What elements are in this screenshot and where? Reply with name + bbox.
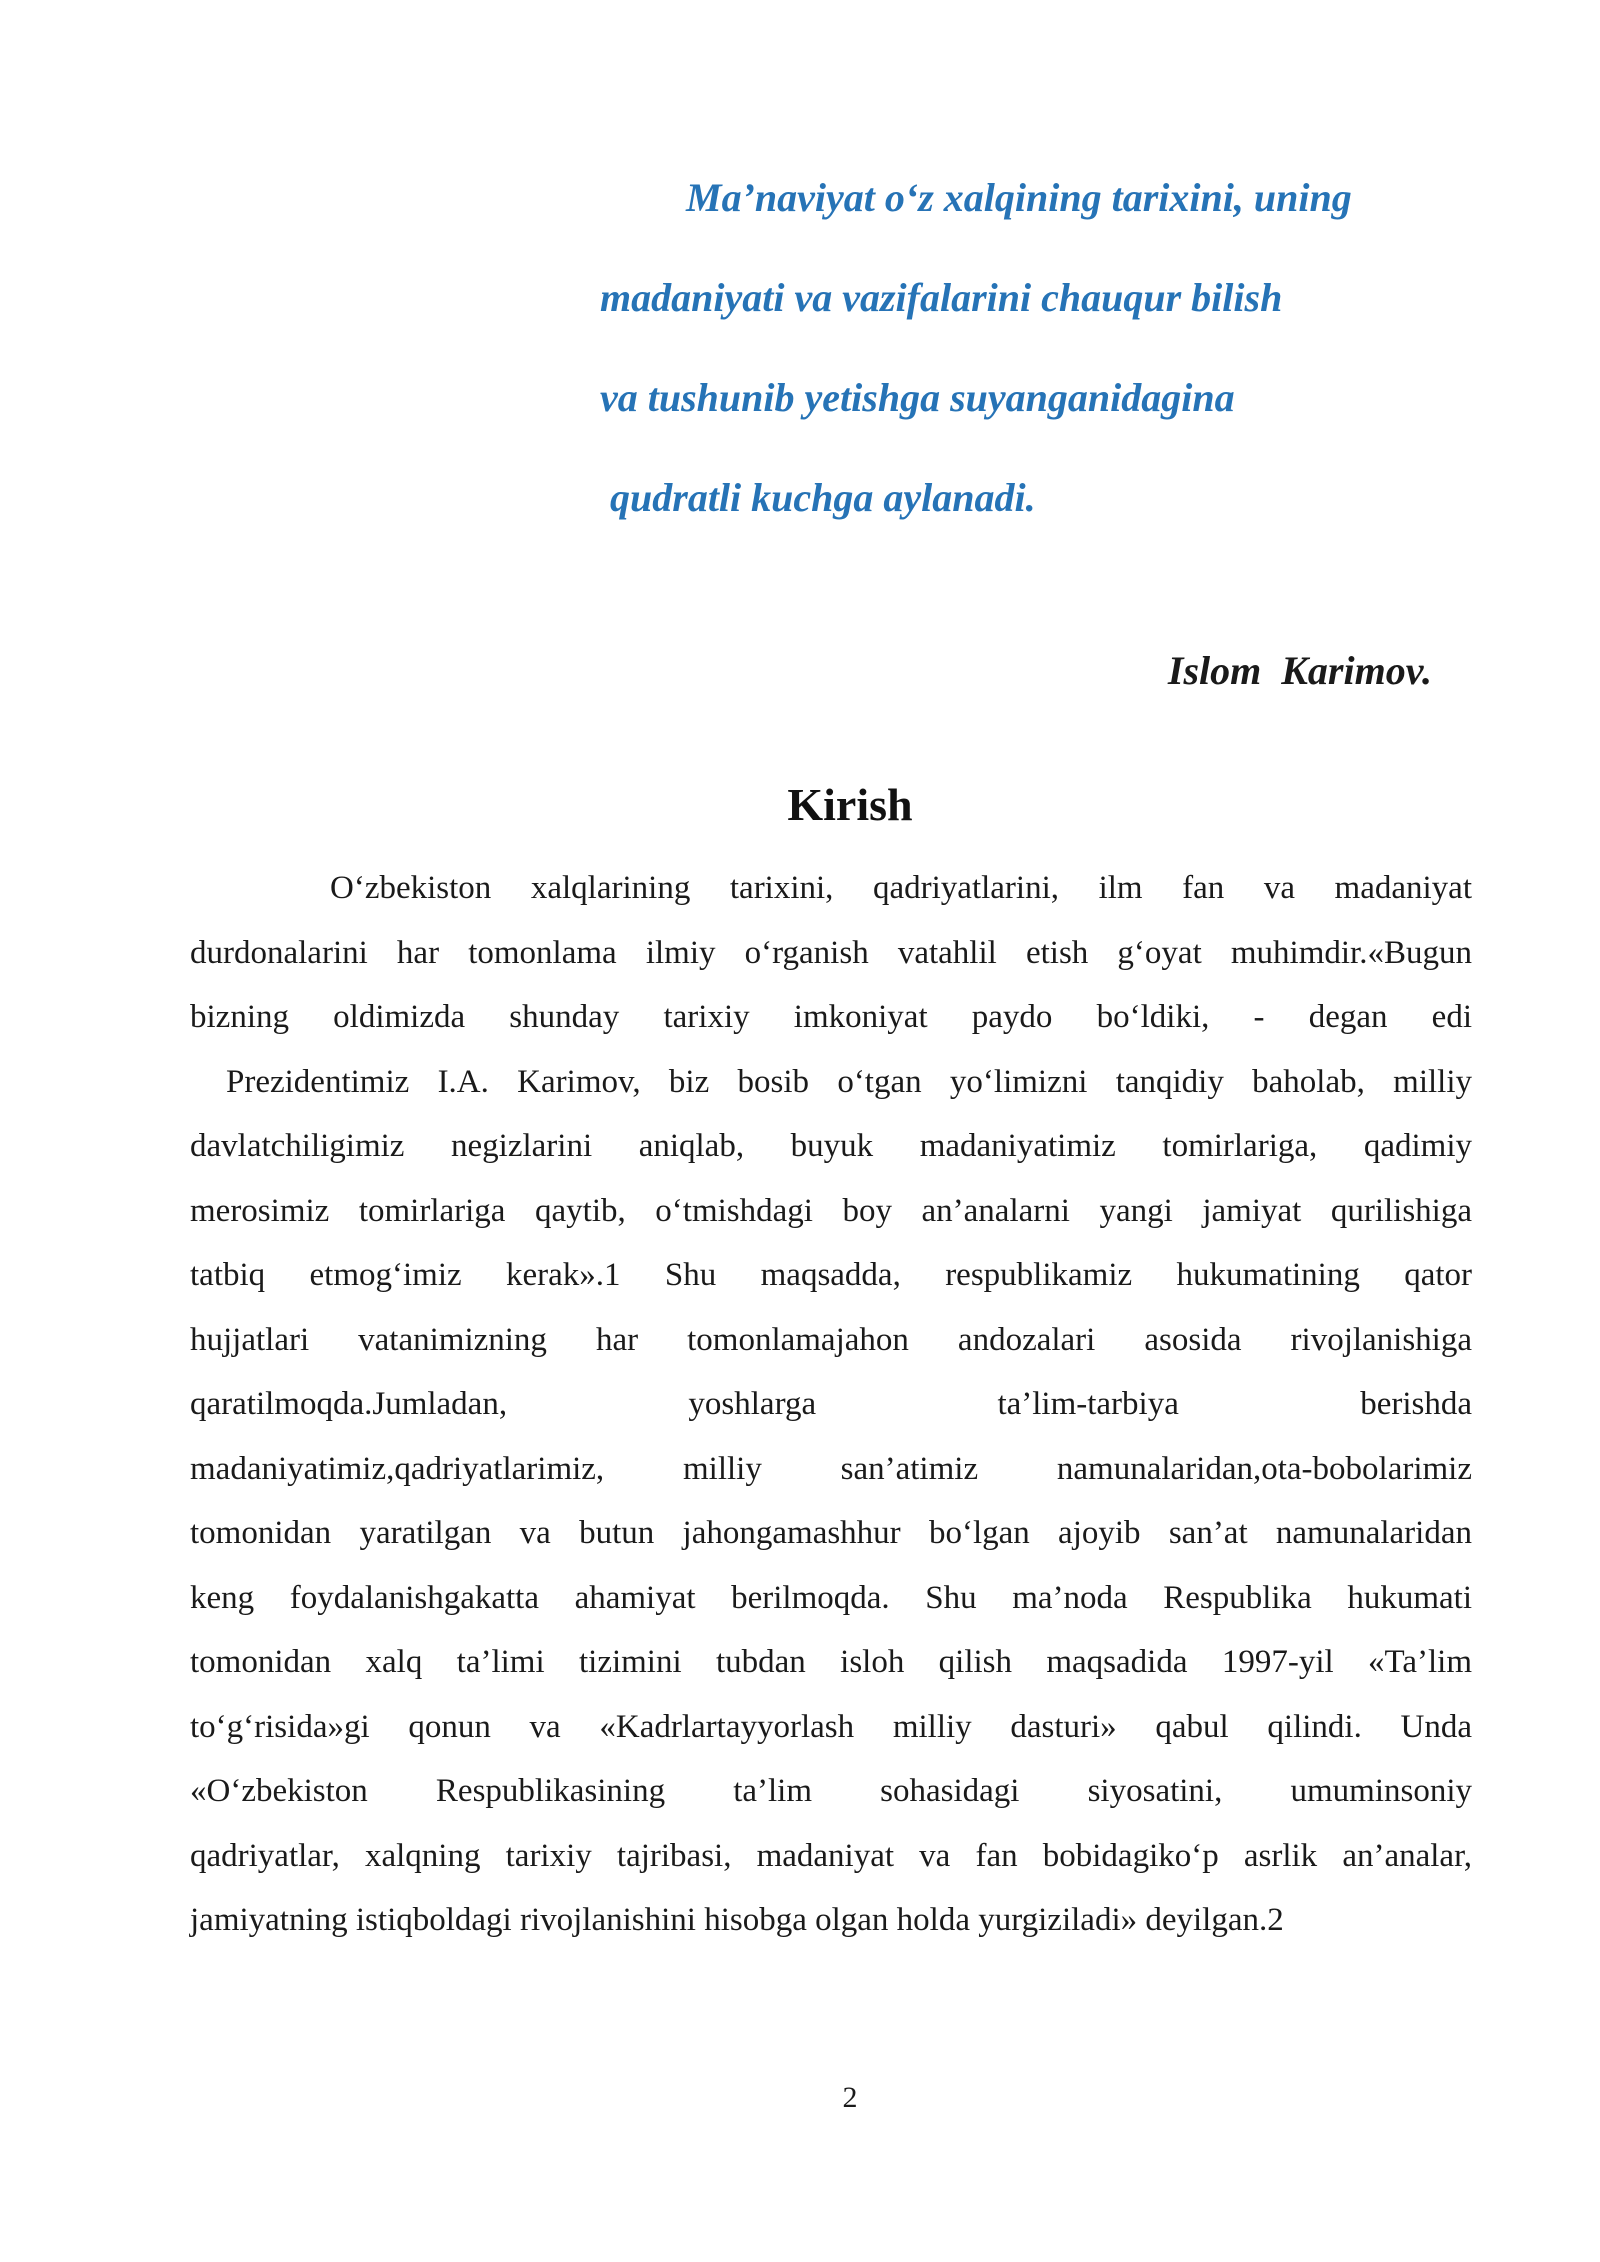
- section-title: Kirish: [787, 778, 913, 830]
- body-line: Prezidentimiz I.A. Karimov, biz bosib o‘tgan yo‘limizni tanqidiy baholab, milliy: [226, 1063, 1472, 1100]
- body-line: bizning oldimizda shunday tarixiy imkoniyat paydo bo‘ldiki, - degan edi: [190, 999, 1472, 1035]
- body-line: jamiyatning istiqboldagi rivojlanishini hisobga olgan holda yurgiziladi» deyilgan.2: [190, 1902, 1284, 1938]
- body-line: qaratilmoqda.Jumladan, yoshlarga ta’lim-tarbiya berishda: [190, 1386, 1472, 1422]
- body-line: hujjatlari vatanimizning har tomonlamajahon andozalari asosida rivojlanishiga: [190, 1321, 1472, 1358]
- epigraph-line-4: qudratli kuchga aylanadi.: [610, 475, 1036, 520]
- epigraph-line-1: Ma’naviyat o‘z xalqining tarixini, uning: [686, 175, 1352, 220]
- body-line: madaniyatimiz,qadriyatlarimiz, milliy san’atimiz namunalaridan,ota-bobolarimiz: [190, 1450, 1472, 1487]
- body-line: «O‘zbekiston Respublikasining ta’lim sohasidagi siyosatini, umuminsoniy: [190, 1773, 1472, 1809]
- body-line: merosimiz tomirlariga qaytib, o‘tmishdagi boy an’analarni yangi jamiyat qurilishiga: [190, 1192, 1472, 1229]
- body-line: tomonidan yaratilgan va butun jahongamashhur bo‘lgan ajoyib san’at namunalaridan: [190, 1515, 1472, 1551]
- epigraph-line-3: va tushunib yetishga suyanganidagina: [600, 375, 1235, 420]
- body-line: tatbiq etmog‘imiz kerak».1 Shu maqsadda, respublikamiz hukumatining qator: [190, 1257, 1472, 1293]
- body-line: durdonalarini har tomonlama ilmiy o‘rganish vatahlil etish g‘oyat muhimdir.«Bugun: [190, 934, 1472, 971]
- body-line: tomonidan xalq ta’limi tizimini tubdan isloh qilish maqsadida 1997-yil «Ta’lim: [190, 1644, 1472, 1680]
- body-line: davlatchiligimiz negizlarini aniqlab, buyuk madaniyatimiz tomirlariga, qadimiy: [190, 1128, 1472, 1164]
- page-number: 2: [842, 2081, 858, 2114]
- body-line: keng foydalanishgakatta ahamiyat berilmoqda. Shu ma’noda Respublika hukumati: [190, 1579, 1472, 1616]
- epigraph-line-2: madaniyati va vazifalarini chauqur bilish: [600, 275, 1283, 320]
- body-line: qadriyatlar, xalqning tarixiy tajribasi, madaniyat va fan bobidagiko‘p asrlik an’analar,: [190, 1837, 1472, 1874]
- body-line: to‘g‘risida»gi qonun va «Kadrlartayyorlash milliy dasturi» qabul qilindi. Unda: [190, 1708, 1472, 1745]
- body-paragraph: [190, 856, 1472, 1953]
- epigraph-author: Islom Karimov.: [1167, 648, 1432, 693]
- body-line: O‘zbekiston xalqlarining tarixini, qadriyatlarini, ilm fan va madaniyat: [330, 870, 1472, 906]
